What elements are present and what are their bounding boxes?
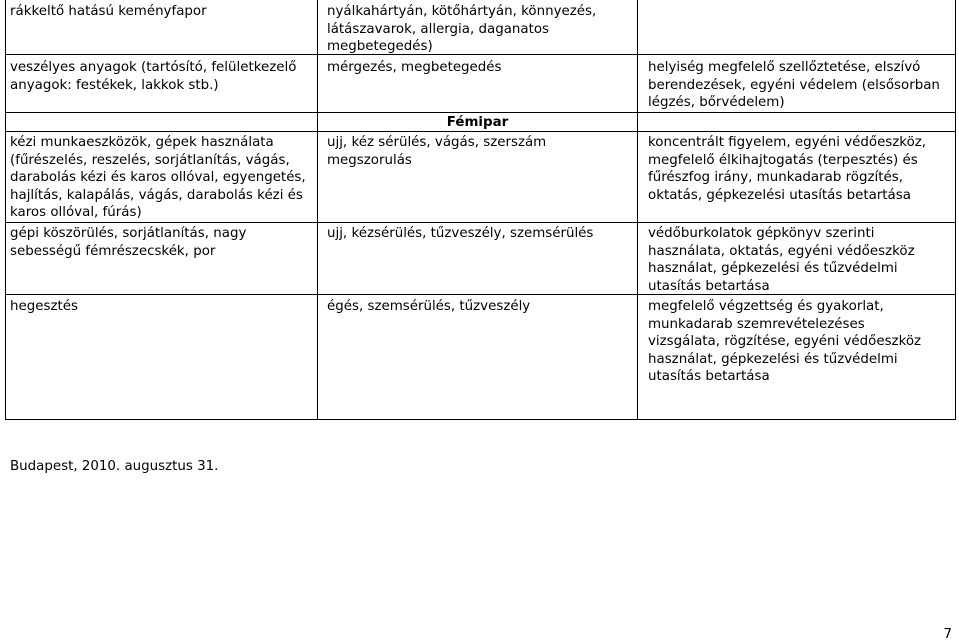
table-cell-hazard-source: gépi köszörülés, sorjátlanítás, nagy sebességű fémrészecskék, por [10,226,247,259]
table-cell-protection: védőburkolatok gépkönyv szerinti használata, oktatás, egyéni védőeszköz használat, gépkezelési és tűzvédelmi utasítás betartása [648,226,915,294]
table-cell-effect: ujj, kézsérülés, tűzveszély, szemsérülés [327,226,594,241]
table-right-border [955,0,956,420]
column-divider-2 [637,0,638,420]
table-cell-hazard-source: rákkeltő hatású keményfapor [10,4,207,19]
table-bottom-border [5,419,956,420]
table-left-border [5,0,6,420]
table-cell-protection: koncentrált figyelem, egyéni védőeszköz, megfelelő élkihajtogatás (terpesztés) és fűrészfog irány, munkadarab rögzítés, oktatás, gépkezelési utasítás betartása [648,135,927,203]
hazard-table [5,0,956,420]
table-cell-protection: megfelelő végzettség és gyakorlat, munkadarab szemrevételezéses vizsgálata, rögzítése, egyéni védőeszköz használat, gépkezelési és tűzvédelmi utasítás betartása [648,299,922,385]
column-divider-1 [317,0,318,420]
row-divider-4 [5,222,956,223]
table-cell-hazard-source: veszélyes anyagok (tartósító, felületkezelő anyagok: festékek, lakkok stb.) [10,60,297,93]
page-number: 7 [943,627,952,642]
table-cell-effect: ujj, kéz sérülés, vágás, szerszám megszorulás [327,135,547,168]
table-cell-hazard-source: kézi munkaeszközök, gépek használata (fűrészelés, reszelés, sorjátlanítás, vágás, darabolás kézi és karos ollóval, egyengetés, hajlítás, kalapálás, vágás, darabolás kézi és karos ollóval, fúrás) [10,135,306,221]
table-cell-protection: helyiség megfelelő szellőztetése, elszívó berendezések, egyéni védelem (elsősorban légzés, bőrvédelem) [648,60,940,111]
table-cell-effect: mérgezés, megbetegedés [327,60,502,75]
table-cell-effect: nyálkahártyán, kötőhártyán, könnyezés, látászavarok, allergia, daganatos megbetegedés) [327,4,597,55]
row-divider-2 [5,112,956,113]
table-cell-effect: égés, szemsérülés, tűzveszély [327,299,531,314]
table-cell-hazard-source: hegesztés [10,299,78,314]
section-header-femipar: Fémipar [446,115,509,130]
footer-date: Budapest, 2010. augusztus 31. [10,459,219,474]
row-divider-3 [5,131,956,132]
